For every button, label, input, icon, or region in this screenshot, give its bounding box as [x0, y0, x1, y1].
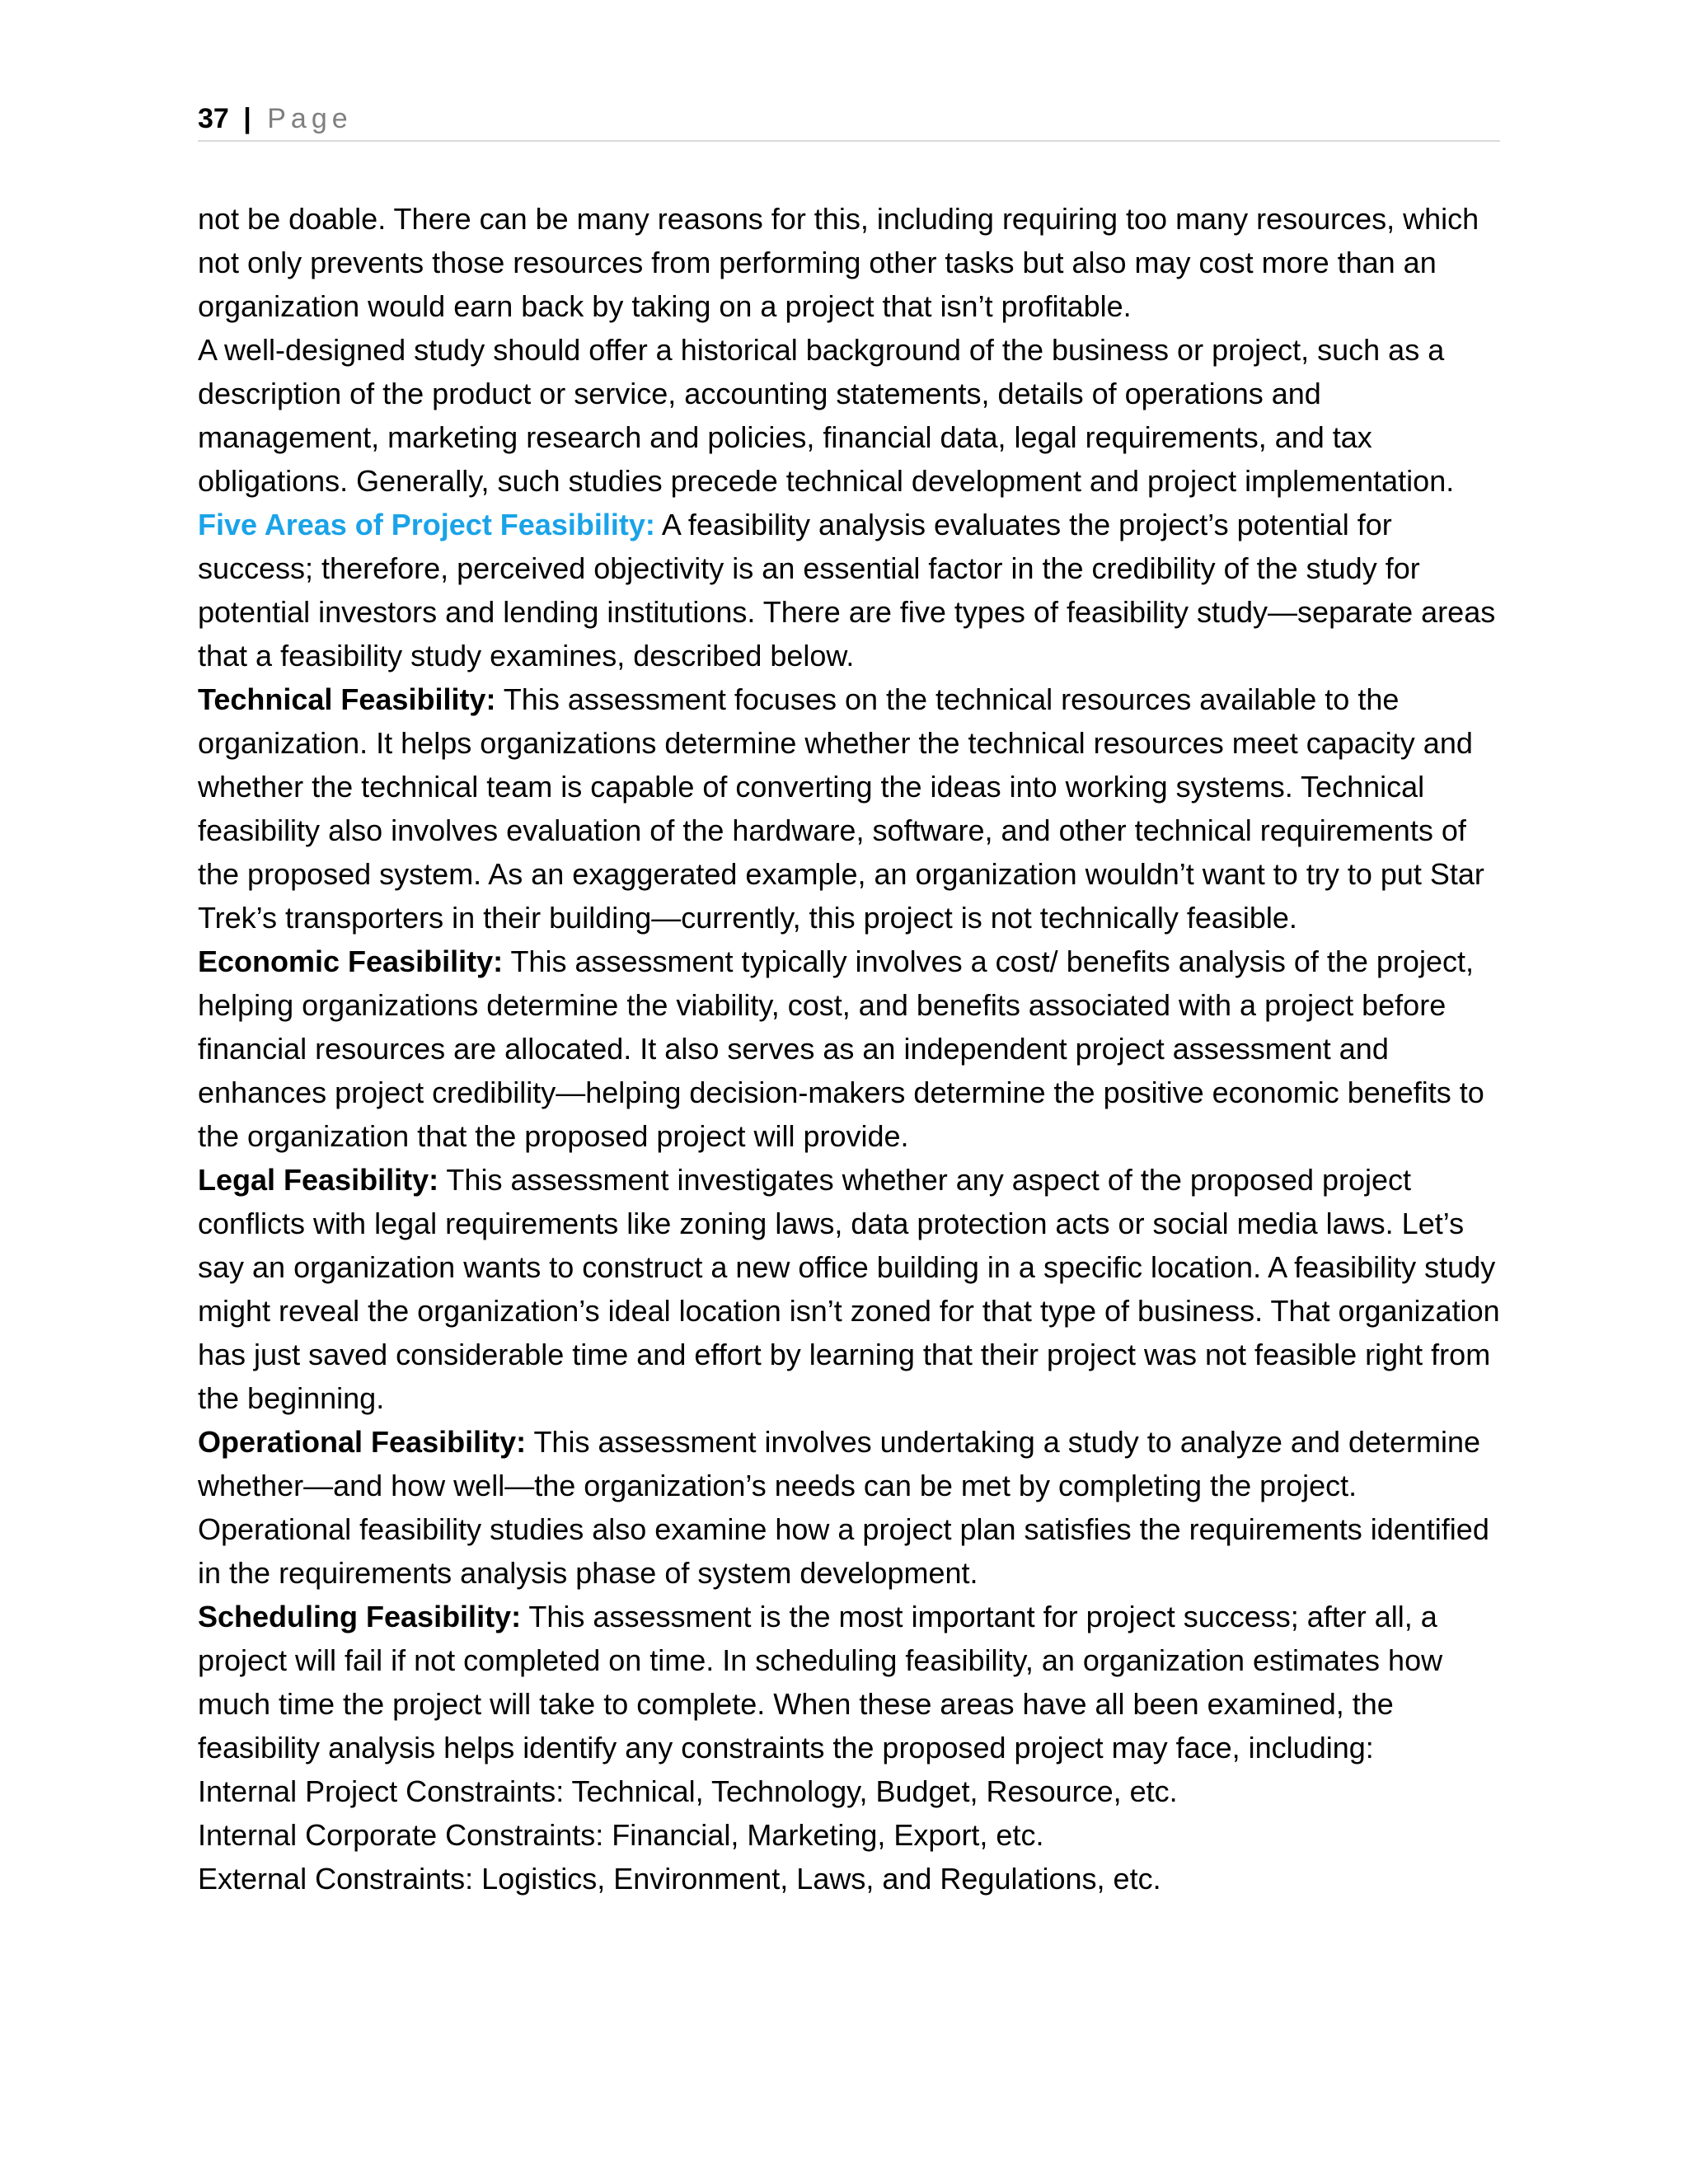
- technical-feasibility-paragraph: [198, 677, 1500, 940]
- technical-feasibility-text: This assessment focuses on the technical resources available to the organization. It helps organizations determine whether the technical resources meet capacity and whether the technical team is capable of converting the ideas into working systems. Technical feasibility also involves evaluation of the hardware, software, and other technical requirements of the proposed system. As an exaggerated example, an organization wouldn’t want to try to put Star Trek’s transporters in their building—currently, this project is not technically feasible.: [198, 682, 1484, 935]
- legal-feasibility-heading: Legal Feasibility:: [198, 1163, 439, 1197]
- scheduling-feasibility-text: This assessment is the most important for project success; after all, a project will fail if not completed on time. In scheduling feasibility, an organization estimates how much time the project will take to complete. When these areas have all been examined, the feasibility analysis helps identify any constraints the proposed project may face, including:: [198, 1600, 1443, 1765]
- economic-feasibility-text: This assessment typically involves a cost/ benefits analysis of the project, helping organizations determine the viability, cost, and benefits associated with a project before financial resources are allocated. It also serves as an independent project assessment and enhances project credibility—helping decision-makers determine the positive economic benefits to the organization that the proposed project will provide.: [198, 944, 1484, 1153]
- five-areas-text: A feasibility analysis evaluates the project’s potential for success; therefore, perceived objectivity is an essential factor in the credibility of the study for potential investors and lending institutions. There are five types of feasibility study—separate areas that a feasibility study examines, described below.: [198, 508, 1496, 673]
- technical-feasibility-heading: Technical Feasibility:: [198, 682, 496, 716]
- scheduling-feasibility-paragraph: [198, 1595, 1500, 1769]
- well-designed-study-paragraph: A well-designed study should offer a historical background of the business or project, such as a description of the product or service, accounting statements, details of operations and management, marketing research and policies, financial data, legal requirements, and tax obligations. Generally, such studies precede technical development and project implementation.: [198, 333, 1455, 498]
- economic-feasibility-heading: Economic Feasibility:: [198, 944, 504, 978]
- operational-feasibility-text: This assessment involves undertaking a study to analyze and determine whether—and how well—the organization’s needs can be met by completing the project. Operational feasibility studies also examine how a project plan satisfies the requirements identified in the requirements analysis phase of system development.: [198, 1425, 1489, 1590]
- intro-continued-paragraph: not be doable. There can be many reasons for this, including requiring too many resources, which not only prevents those resources from performing other tasks but also may cost more than an organization would earn back by taking on a project that isn’t profitable.: [198, 202, 1479, 323]
- five-areas-paragraph: [198, 503, 1500, 677]
- page-label: Page: [267, 103, 353, 134]
- constraint-line: External Constraints: Logistics, Environment, Laws, and Regulations, etc.: [198, 1862, 1161, 1896]
- legal-feasibility-text: This assessment investigates whether any aspect of the proposed project conflicts with legal requirements like zoning laws, data protection acts or social media laws. Let’s say an organization wants to construct a new office building in a specific location. A feasibility study might reveal the organization’s ideal location isn’t zoned for that type of business. That organization has just saved considerable time and effort by learning that their project was not feasible right from the beginning.: [198, 1163, 1500, 1415]
- scheduling-feasibility-heading: Scheduling Feasibility:: [198, 1600, 522, 1633]
- legal-feasibility-paragraph: [198, 1158, 1500, 1420]
- constraint-line: Internal Corporate Constraints: Financial, Marketing, Export, etc.: [198, 1818, 1044, 1852]
- page-header: [198, 97, 1500, 142]
- document-body: [198, 197, 1500, 1900]
- economic-feasibility-paragraph: [198, 940, 1500, 1158]
- operational-feasibility-heading: Operational Feasibility:: [198, 1425, 527, 1459]
- page-number: 37: [198, 103, 229, 134]
- operational-feasibility-paragraph: [198, 1420, 1500, 1595]
- constraint-line: Internal Project Constraints: Technical, Technology, Budget, Resource, etc.: [198, 1774, 1178, 1808]
- page-separator: |: [243, 103, 251, 134]
- five-areas-heading: Five Areas of Project Feasibility:: [198, 508, 655, 541]
